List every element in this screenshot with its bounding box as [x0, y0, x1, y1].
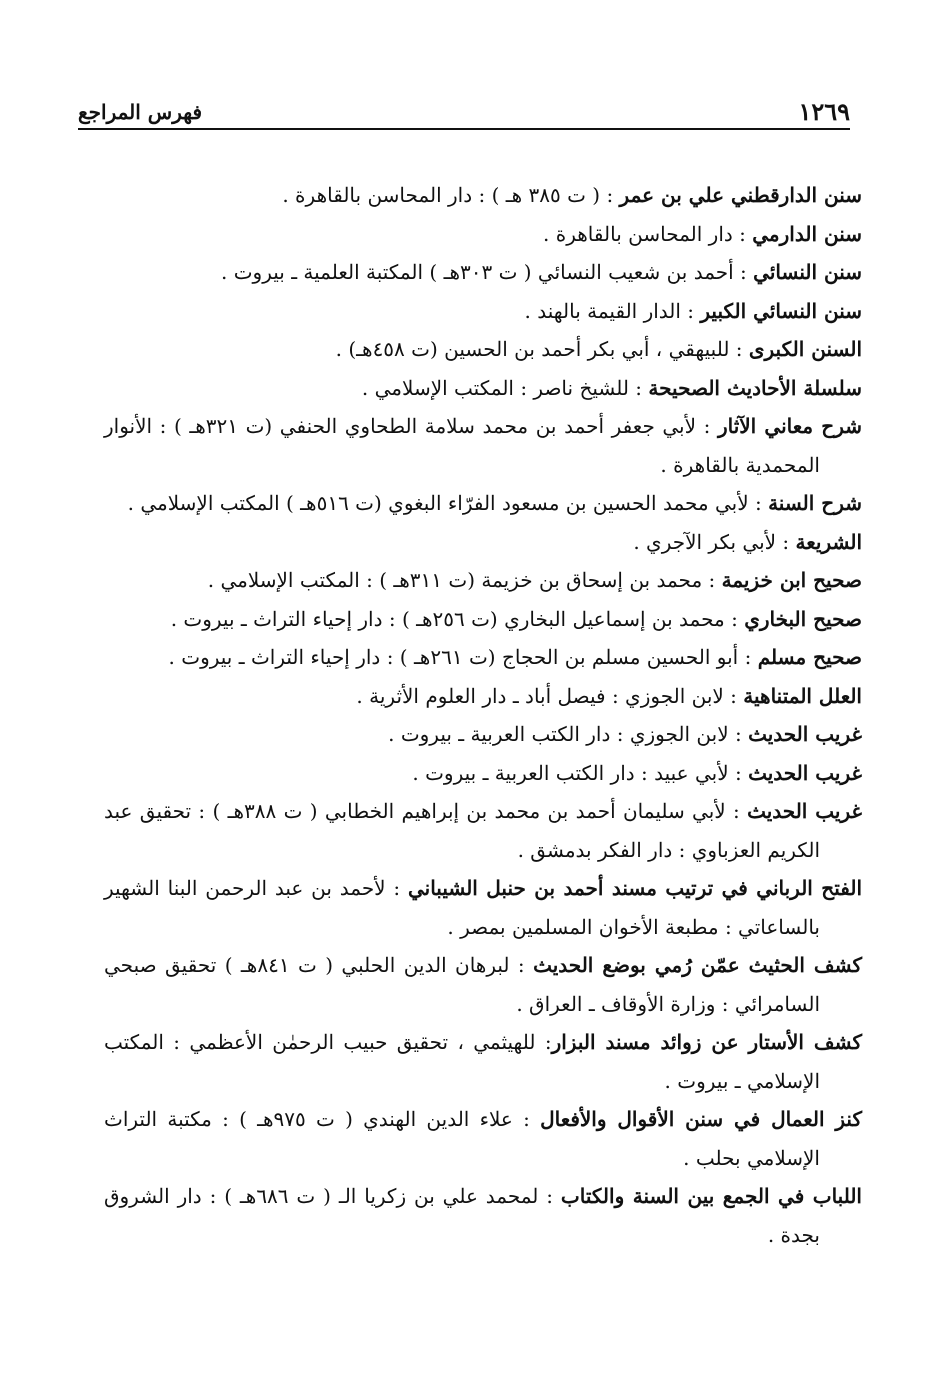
entry-text: : لابن الجوزي : دار الكتب العربية ـ بيروت . [388, 722, 749, 746]
entry-text: : أحمد بن شعيب النسائي ( ت ٣٠٣هـ ) المكتبة العلمية ـ بيروت . [221, 260, 754, 284]
entry-text: : لأبي سليمان أحمد بن محمد بن إبراهيم الخطابي ( ت ٣٨٨هـ ) : تحقيق عبد الكريم العزباوي : دار الفكر بدمشق . [104, 799, 820, 862]
entry-title: صحيح ابن خزيمة [721, 568, 862, 592]
reference-entry [104, 176, 862, 215]
entry-title: الشريعة [795, 529, 862, 554]
entry-title: السنن الكبرى [748, 337, 862, 361]
reference-entry [104, 946, 862, 1023]
entry-title: شرح معاني الآثار [717, 414, 862, 438]
entry-title: غريب الحديث [747, 799, 862, 823]
reference-entry [104, 715, 862, 754]
entry-text: : ( ت ٣٨٥ هـ ) : دار المحاسن بالقاهرة . [282, 183, 620, 207]
running-title: فهرس المراجع [78, 100, 203, 124]
entry-title: العلل المتناهية [743, 683, 862, 708]
reference-entry [104, 215, 862, 254]
entry-text: : الدار القيمة بالهند . [524, 298, 701, 323]
entry-title: صحيح مسلم [757, 645, 862, 669]
entry-text: : لأبي جعفر أحمد بن محمد سلامة الطحاوي الحنفي (ت ٣٢١هـ ) : الأنوار المحمدية بالقاهرة . [104, 414, 820, 477]
reference-entry [104, 523, 862, 562]
entry-text: : للهيثمي ، تحقيق حبيب الرحمٰن الأعظمي : المكتب الإسلامي ـ بيروت . [104, 1030, 820, 1093]
entry-title: سلسلة الأحاديث الصحيحة [648, 375, 862, 400]
entry-text: : محمد بن إسحاق بن خزيمة (ت ٣١١هـ ) : المكتب الإسلامي . [207, 568, 722, 592]
entry-text: : لابن الجوزي : فيصل أباد ـ دار العلوم الأثرية . [356, 683, 744, 708]
entry-title: سنن النسائي [753, 260, 862, 284]
entry-title: شرح السنة [768, 491, 862, 515]
entry-title: سنن الدارمي [752, 221, 862, 246]
entry-text: : علاء الدين الهندي ( ت ٩٧٥هـ ) : مكتبة التراث الإسلامي بحلب . [104, 1107, 820, 1170]
entry-text: : لأبي محمد الحسين بن مسعود الفرّاء البغوي (ت ٥١٦هـ ) المكتب الإسلامي . [127, 491, 769, 515]
reference-entry [104, 1023, 862, 1100]
reference-entry [104, 330, 862, 369]
page-header [78, 94, 850, 130]
reference-entry [104, 292, 862, 331]
entry-title: غريب الحديث [748, 722, 862, 746]
reference-entry [104, 869, 862, 946]
reference-entry [104, 792, 862, 869]
entry-title: كنز العمال في سنن الأقوال والأفعال [540, 1107, 862, 1131]
entry-text: : لأبي عبيد : دار الكتب العربية ـ بيروت . [412, 760, 749, 785]
entry-title: الفتح الرباني في ترتيب مسند أحمد بن حنبل الشيباني [407, 876, 862, 900]
reference-entry [104, 677, 862, 716]
reference-entry [104, 253, 862, 292]
references-list [104, 176, 862, 1254]
entry-title: اللباب في الجمع بين السنة والكتاب [560, 1184, 862, 1208]
entry-text: : لأبي بكر الآجري . [633, 529, 796, 554]
entry-title: كشف الحثيث عمّن رُمي بوضع الحديث [533, 953, 863, 977]
entry-text: : لأحمد بن عبد الرحمن البنا الشهير بالساعاتي : مطبعة الأخوان المسلمين بمصر . [104, 876, 820, 939]
entry-text: : لبرهان الدين الحلبي ( ت ٨٤١هـ ) تحقيق صبحي السامرائي : وزارة الأوقاف ـ العراق . [104, 953, 820, 1016]
entry-text: : للشيخ ناصر : المكتب الإسلامي . [361, 375, 649, 400]
entry-title: سنن الدارقطني علي بن عمر [619, 183, 862, 207]
entry-text: : دار المحاسن بالقاهرة . [543, 221, 753, 246]
reference-entry [104, 638, 862, 677]
page-number: ١٢٦٩ [798, 97, 850, 126]
entry-text: : محمد بن إسماعيل البخاري (ت ٢٥٦هـ ) : دار إحياء التراث ـ بيروت . [170, 606, 745, 631]
reference-entry [104, 484, 862, 523]
entry-title: كشف الأستار عن زوائد مسند البزار [551, 1030, 862, 1054]
entry-title: غريب الحديث [748, 760, 862, 785]
entry-text: : للبيهقي ، أبي بكر أحمد بن الحسين (ت ٤٥٨هـ) . [335, 337, 749, 361]
entry-text: : لمحمد علي بن زكريا الـ ( ت ٦٨٦هـ ) : دار الشروق بجدة . [104, 1184, 820, 1247]
reference-entry [104, 407, 862, 484]
reference-entry [104, 1177, 862, 1254]
entry-text: : أبو الحسين مسلم بن الحجاج (ت ٢٦١هـ ) : دار إحياء التراث ـ بيروت . [168, 645, 758, 669]
reference-entry [104, 754, 862, 793]
reference-entry [104, 369, 862, 408]
reference-entry [104, 600, 862, 639]
entry-title: سنن النسائي الكبير [700, 298, 862, 323]
reference-entry [104, 561, 862, 600]
entry-title: صحيح البخاري [744, 606, 862, 631]
reference-entry [104, 1100, 862, 1177]
